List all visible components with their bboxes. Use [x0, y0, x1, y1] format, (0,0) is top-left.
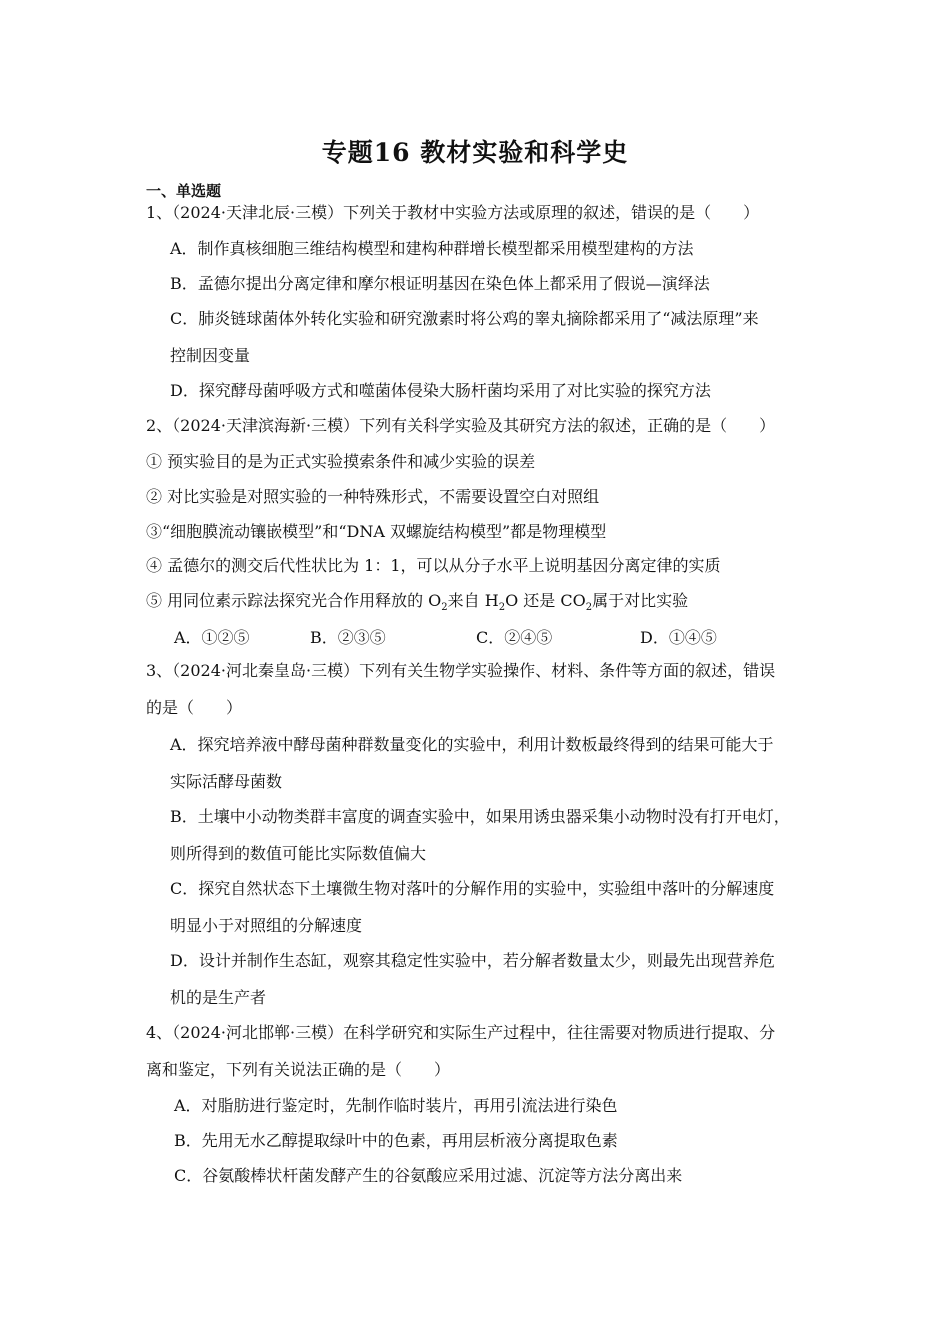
item-5-text-a: ⑤ 用同位素示踪法探究光合作用释放的 O: [146, 591, 442, 610]
question-3-option-c: C．探究自然状态下土壤微生物对落叶的分解作用的实验中，实验组中落叶的分解速度: [170, 879, 775, 898]
item-5-text-b: 来自 H: [447, 591, 499, 610]
question-1-option-d: D．探究酵母菌呼吸方式和噬菌体侵染大肠杆菌均采用了对比实验的探究方法: [170, 381, 711, 400]
question-2-option-d: D．①④⑤: [640, 628, 717, 647]
question-1-option-b: B．孟德尔提出分离定律和摩尔根证明基因在染色体上都采用了假说—演绎法: [170, 274, 710, 293]
page-title: 专题16 教材实验和科学史: [321, 138, 629, 167]
question-2-option-c: C．②④⑤: [476, 628, 553, 647]
subscript-2: 2: [585, 602, 593, 614]
question-2-item-5: [146, 591, 688, 618]
question-1-option-c-cont: 控制因变量: [170, 346, 251, 365]
question-3-option-d-cont: 机的是生产者: [170, 988, 267, 1007]
question-3-stem: 3、（2024·河北秦皇岛·三模）下列有关生物学实验操作、材料、条件等方面的叙述，错误: [146, 661, 776, 680]
question-3-option-b: B．土壤中小动物类群丰富度的调查实验中，如果用诱虫器采集小动物时没有打开电灯，: [170, 807, 790, 826]
question-3-option-c-cont: 明显小于对照组的分解速度: [170, 916, 363, 935]
question-3-option-b-cont: 则所得到的数值可能比实际数值偏大: [170, 844, 427, 863]
question-3-option-a-cont: 实际活酵母菌数: [170, 772, 283, 791]
question-1-stem: 1、（2024·天津北辰·三模）下列关于教材中实验方法或原理的叙述，错误的是（ ）: [146, 203, 760, 222]
question-2-item-4: ④ 孟德尔的测交后代性状比为 1：1，可以从分子水平上说明基因分离定律的实质: [146, 556, 721, 575]
item-5-text-c: O 还是 CO: [505, 591, 586, 610]
question-4-option-a: A．对脂肪进行鉴定时，先制作临时装片，再用引流法进行染色: [174, 1096, 618, 1115]
item-5-text-d: 属于对比实验: [592, 591, 689, 610]
question-4-stem: 4、（2024·河北邯郸·三模）在科学研究和实际生产过程中，往往需要对物质进行提取、分: [146, 1023, 776, 1042]
question-2-item-3: ③“细胞膜流动镶嵌模型”和“DNA 双螺旋结构模型”都是物理模型: [146, 522, 607, 541]
section-heading: 一、单选题: [146, 182, 222, 200]
question-2-stem: 2、（2024·天津滨海新·三模）下列有关科学实验及其研究方法的叙述，正确的是（ ）: [146, 416, 776, 435]
question-2-item-2: ② 对比实验是对照实验的一种特殊形式，不需要设置空白对照组: [146, 487, 600, 506]
question-3-option-a: A．探究培养液中酵母菌种群数量变化的实验中，利用计数板最终得到的结果可能大于: [170, 735, 774, 754]
question-3-option-d: D．设计并制作生态缸，观察其稳定性实验中，若分解者数量太少，则最先出现营养危: [170, 951, 775, 970]
subscript-2: 2: [441, 602, 448, 614]
question-2-item-1: ① 预实验目的是为正式实验摸索条件和减少实验的误差: [146, 452, 536, 471]
question-4-option-c: C．谷氨酸棒状杆菌发酵产生的谷氨酸应采用过滤、沉淀等方法分离出来: [174, 1166, 683, 1185]
question-2-option-b: B．②③⑤: [310, 628, 386, 647]
question-3-stem-cont: 的是（ ）: [146, 698, 243, 717]
question-4-stem-cont: 离和鉴定，下列有关说法正确的是（ ）: [146, 1060, 451, 1079]
subscript-2: 2: [498, 602, 506, 614]
question-1-option-a: A．制作真核细胞三维结构模型和建构种群增长模型都采用模型建构的方法: [170, 239, 694, 258]
question-4-option-b: B．先用无水乙醇提取绿叶中的色素，再用层析液分离提取色素: [174, 1131, 618, 1150]
question-2-option-a: A．①②⑤: [174, 628, 250, 647]
question-1-option-c: C．肺炎链球菌体外转化实验和研究激素时将公鸡的睾丸摘除都采用了“减法原理”来: [170, 309, 759, 328]
